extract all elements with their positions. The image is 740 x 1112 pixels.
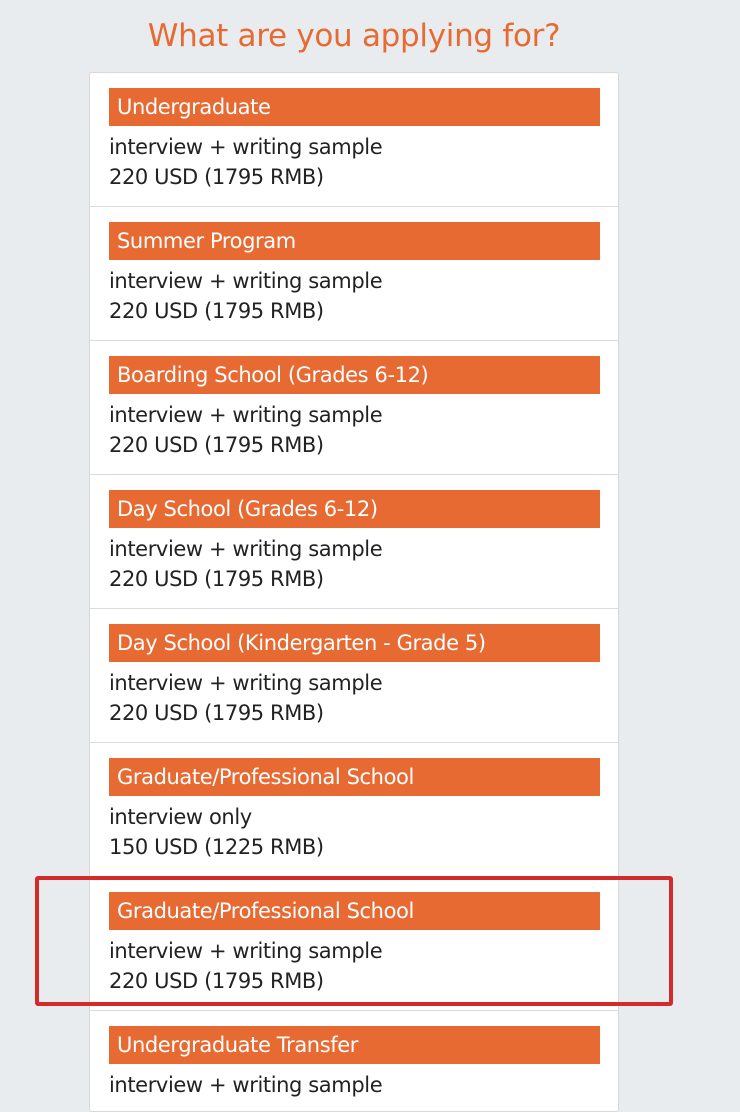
- option-day-school-k-5[interactable]: [90, 609, 618, 743]
- option-graduate-writing-sample[interactable]: [90, 877, 618, 1011]
- option-summer-program[interactable]: [90, 207, 618, 341]
- option-title: Summer Program: [109, 222, 600, 260]
- option-title: Undergraduate: [109, 88, 600, 126]
- option-price: 220 USD (1795 RMB): [109, 165, 324, 189]
- option-price: 220 USD (1795 RMB): [109, 433, 324, 457]
- option-description: interview only: [109, 805, 252, 829]
- option-undergraduate[interactable]: [90, 73, 618, 207]
- option-undergraduate-transfer[interactable]: [90, 1011, 618, 1112]
- option-title: Undergraduate Transfer: [109, 1026, 600, 1064]
- option-description: interview + writing sample: [109, 135, 383, 159]
- option-description: interview + writing sample: [109, 403, 383, 427]
- option-title: Graduate/Professional School: [109, 758, 600, 796]
- page-title: What are you applying for?: [147, 18, 561, 54]
- option-price: 220 USD (1795 RMB): [109, 567, 324, 591]
- option-description: interview + writing sample: [109, 269, 383, 293]
- options-card: [89, 72, 619, 1112]
- option-day-school-6-12[interactable]: [90, 475, 618, 609]
- option-title: Graduate/Professional School: [109, 892, 600, 930]
- option-description: interview + writing sample: [109, 671, 383, 695]
- option-price: 220 USD (1795 RMB): [109, 701, 324, 725]
- option-price: 220 USD (1795 RMB): [109, 969, 324, 993]
- option-description: interview + writing sample: [109, 537, 383, 561]
- option-description: interview + writing sample: [109, 939, 383, 963]
- option-price: 220 USD (1795 RMB): [109, 299, 324, 323]
- option-title: Boarding School (Grades 6-12): [109, 356, 600, 394]
- option-boarding-school[interactable]: [90, 341, 618, 475]
- option-description: interview + writing sample: [109, 1073, 383, 1097]
- option-price: 150 USD (1225 RMB): [109, 835, 324, 859]
- option-title: Day School (Grades 6-12): [109, 490, 600, 528]
- option-graduate-interview-only[interactable]: [90, 743, 618, 877]
- option-title: Day School (Kindergarten - Grade 5): [109, 624, 600, 662]
